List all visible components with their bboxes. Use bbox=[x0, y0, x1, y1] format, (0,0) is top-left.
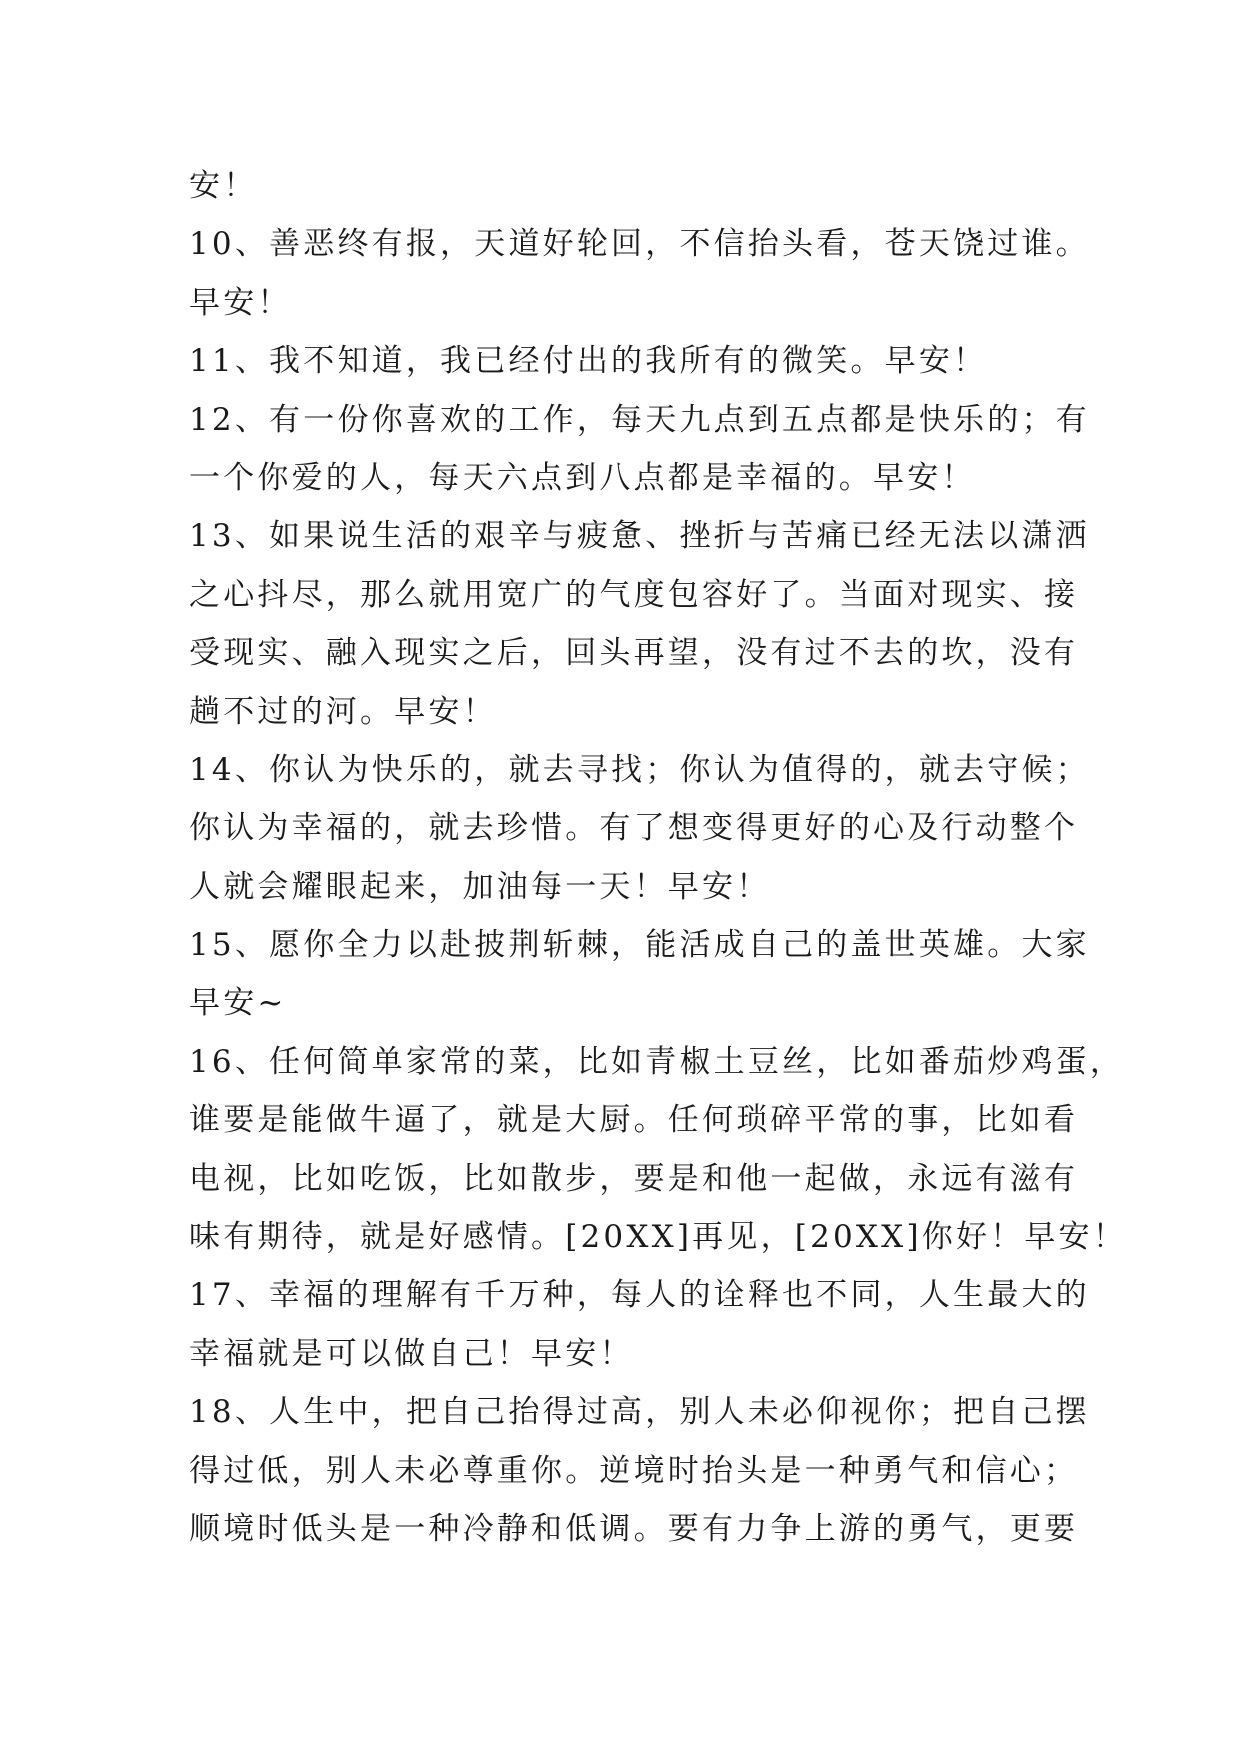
text-line: 12、有一份你喜欢的工作，每天九点到五点都是快乐的；有 bbox=[189, 401, 1090, 438]
text-line: 幸福就是可以做自己！早安！ bbox=[189, 1335, 634, 1372]
text-line: 早安~ bbox=[189, 985, 287, 1022]
text-line: 15、愿你全力以赴披荆斩棘，能活成自己的盖世英雄。大家 bbox=[189, 927, 1090, 964]
text-line: 13、如果说生活的艰辛与疲惫、挫折与苦痛已经无法以潇洒 bbox=[189, 518, 1090, 555]
document-body bbox=[189, 157, 1127, 1558]
text-line: 顺境时低头是一种冷静和低调。要有力争上游的勇气，更要 bbox=[189, 1510, 1079, 1547]
text-line: 趟不过的河。早安！ bbox=[189, 693, 497, 730]
text-line: 14、你认为快乐的，就去寻找；你认为值得的，就去守候； bbox=[189, 751, 1090, 788]
text-line: 17、幸福的理解有千万种，每人的诠释也不同，人生最大的 bbox=[189, 1277, 1090, 1314]
text-line: 10、善恶终有报，天道好轮回，不信抬头看，苍天饶过谁。 bbox=[189, 226, 1090, 263]
text-line: 受现实、融入现实之后，回头再望，没有过不去的坎，没有 bbox=[189, 635, 1079, 672]
text-line: 16、任何简单家常的菜，比如青椒土豆丝，比如番茄炒鸡蛋， bbox=[189, 1043, 1125, 1080]
text-line: 人就会耀眼起来，加油每一天！早安！ bbox=[189, 868, 771, 905]
text-line: 之心抖尽，那么就用宽广的气度包容好了。当面对现实、接 bbox=[189, 576, 1079, 613]
text-line: 一个你爱的人，每天六点到八点都是幸福的。早安！ bbox=[189, 459, 976, 496]
text-line: 18、人生中，把自己抬得过高，别人未必仰视你；把自己摆 bbox=[189, 1394, 1090, 1431]
text-line: 你认为幸福的，就去珍惜。有了想变得更好的心及行动整个 bbox=[189, 810, 1079, 847]
text-line: 11、我不知道，我已经付出的我所有的微笑。早安！ bbox=[189, 343, 988, 380]
text-line: 早安！ bbox=[189, 284, 292, 321]
text-line: 得过低，别人未必尊重你。逆境时抬头是一种勇气和信心； bbox=[189, 1452, 1079, 1489]
text-line: 安！ bbox=[189, 168, 258, 204]
text-line: 电视，比如吃饭，比如散步，要是和他一起做，永远有滋有 bbox=[189, 1160, 1079, 1197]
text-line: 味有期待，就是好感情。[20XX]再见，[20XX]你好！早安！ bbox=[189, 1219, 1127, 1256]
text-line: 谁要是能做牛逼了，就是大厨。任何琐碎平常的事，比如看 bbox=[189, 1102, 1079, 1139]
